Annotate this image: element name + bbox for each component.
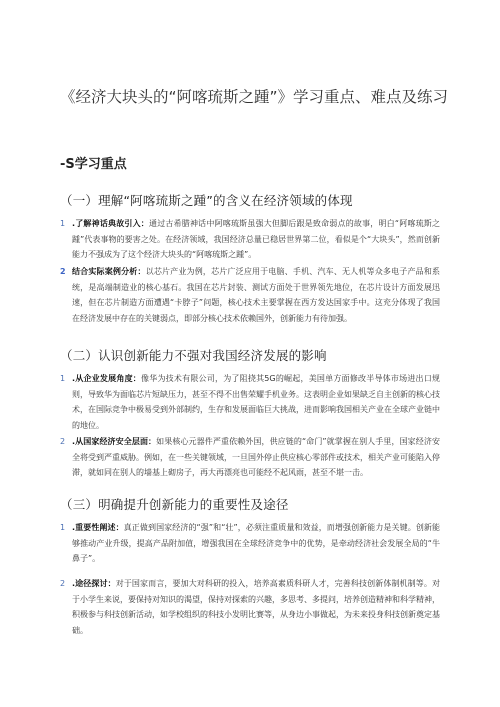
item-lead: .从国家经济安全层面： <box>72 437 157 446</box>
item-lead: 结合实际案例分析： <box>72 267 146 276</box>
item-number: 1 <box>60 219 66 228</box>
section-heading: -S学习重点 <box>60 157 127 172</box>
item-text <box>60 371 440 433</box>
item-body: 真正做到国家经济的“强”和“壮”，必须注重质量和效益，而增强创新能力是关键。创新能够推动产业升级，提高产品附加值，增强我国在全球经济竞争中的优势，是牵动经济社会发展全局的“牛鼻子”。 <box>72 523 441 564</box>
list-item <box>60 434 440 481</box>
item-body: 通过古希腊神话中阿喀琉斯虽强大但脚后跟是致命弱点的故事，明白“阿喀琉斯之踵”代表事物的要害之处。在经济领域，我国经济总量已稳居世界第二位，看似是个“大块头”，然而创新能力不强成为了这个经济大块头的“阿喀琉斯之踵”。 <box>72 219 440 260</box>
document-title: 《经济大块头的“阿喀琉斯之踵”》学习重点、难点及练习 <box>60 88 449 106</box>
list-item <box>60 371 440 433</box>
item-number: 1 <box>60 523 66 532</box>
item-body: 以芯片产业为例，芯片广泛应用于电脑、手机、汽车、无人机等众多电子产品和系统，是高端制造业的核心基石。我国在芯片封装、测试方面处于世界领先地位，在芯片设计方面发展迅速，但在芯片制造方面遭遇“卡脖子”问题，核心技术主要掌握在西方发达国家手中。这充分体现了我国在经济发展中存在的关键弱点，即部分核心技术依赖国外，创新能力有待加强。 <box>72 267 441 323</box>
subsection-heading-3: （三）明确提升创新能力的重要性及途径 <box>60 497 289 512</box>
item-number: 1 <box>60 374 66 383</box>
list-item <box>60 264 440 326</box>
item-lead: .从企业发展角度： <box>72 374 142 383</box>
item-number: 2 <box>60 267 66 276</box>
item-lead: .途径探讨： <box>72 579 116 588</box>
list-item <box>60 576 440 638</box>
item-text <box>60 520 440 567</box>
subsection-heading-2: （二）认识创新能力不强对我国经济发展的影响 <box>60 348 327 363</box>
item-body: 如果核心元器件严重依赖外国，供应链的“命门”就掌握在别人手里，国家经济安全将受到严重威胁。例如，在一些关键领域，一旦国外停止供应核心零部件或技术，相关产业可能陷入停滞，就如同在别人的墙基上砌房子，再大再漂亮也可能经不起风雨，甚至不堪一击。 <box>72 437 440 478</box>
list-item <box>60 216 440 263</box>
item-number: 2 <box>60 437 66 446</box>
list-item <box>60 520 440 567</box>
subsection-heading-1: （一）理解“阿喀琉斯之踵”的含义在经济领域的体现 <box>60 193 353 208</box>
item-text <box>60 216 440 263</box>
item-text <box>60 576 440 638</box>
item-text <box>60 434 440 481</box>
item-lead: .重要性阐述： <box>72 523 124 532</box>
item-lead: .了解神话典故引入： <box>72 219 149 228</box>
item-number: 2 <box>60 579 66 588</box>
item-text <box>60 264 440 326</box>
item-body: 对于国家而言，要加大对科研的投入，培养高素质科研人才，完善科技创新体制机制等。对于小学生来说，要保持对知识的渴望，保持对探索的兴趣，多思考、多提问，培养创造精神和科学精神，积极参与科技创新活动，如学校组织的科技小发明比赛等，从身边小事做起，为未来投身科技创新奠定基础。 <box>72 579 440 635</box>
item-body: 像华为技术有限公司，为了阻挠其5G的崛起，美国单方面修改半导体市场进出口规则，导致华为面临芯片短缺压力，甚至不得不出售荣耀手机业务。这表明企业如果缺乏自主创新的核心技术，在国际竞争中极易受到外部制约，生存和发展面临巨大挑战，进而影响我国相关产业在全球产业链中的地位。 <box>72 374 440 430</box>
